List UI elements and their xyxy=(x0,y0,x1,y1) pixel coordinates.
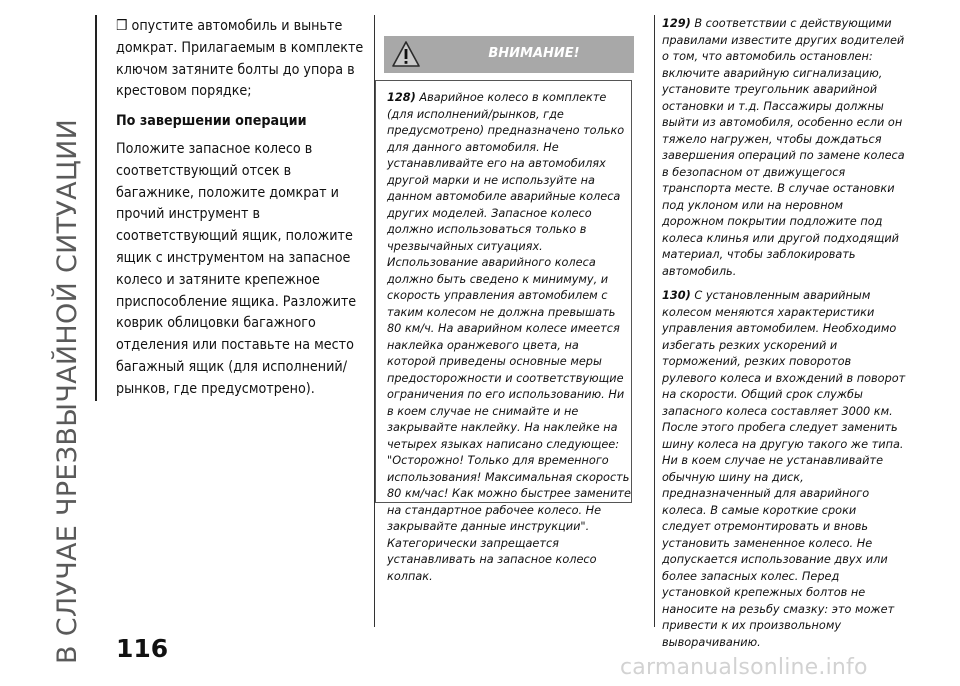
body-paragraph: Положите запасное колесо в соответствующий отсек в багажнике, положите домкрат и прочий инструмент в соответствующий ящик, положите ящик с инструментом на запасное колесо и затяните крепежное приспособление ящика. Разложите коврик облицовки багажного отделения или поставьте на место багажный ящик (для исполнений/ рынков, где предусмотрено). xyxy=(116,140,357,397)
subheading: По завершении операции xyxy=(116,113,307,130)
note-number: 130) xyxy=(662,289,691,302)
note-number: 128) xyxy=(387,91,416,104)
warning-title: ВНИМАНИЕ! xyxy=(488,46,580,61)
note-number: 129) xyxy=(662,17,691,30)
page-number: 116 xyxy=(116,634,169,663)
bullet-marker: ❒ xyxy=(116,18,128,34)
bullet-item xyxy=(116,16,366,103)
note-text: С установленным аварийным колесом меняются характеристики управления автомобилем. Необходимо избегать резких ускорений и торможений, резких поворотов рулевого колеса и вхождений в поворот на скорости. Общий срок службы запасного колеса составляет 3000 км. После этого пробега следует заменить шину колеса на другую такого же типа. Ни в коем случае не устанавливайте обычную шину на диск, предназначенный для аварийного колеса. В самые короткие сроки следует отремонтировать и вновь установить замененное колесо. Не допускается использование двух или более запасных колес. Перед установкой крепежных болтов не наносите на резьбу смазку: это может привести к их произвольному выворачиванию. xyxy=(662,289,906,649)
warning-triangle-icon xyxy=(392,41,420,67)
note-129 xyxy=(662,16,908,280)
note-130 xyxy=(662,288,908,651)
column-divider-2 xyxy=(654,15,655,627)
column-3 xyxy=(662,16,908,651)
note-text: В соответствии с действующими правилами известите других водителей о том, что автомобиль остановлен: включите аварийную сигнализацию, установите треугольник аварийной остановки и т.д. Пассажиры должны выйти из автомобиля, особенно если он тяжело нагружен, чтобы дождаться завершения операций по замене колеса в безопасном от движущегося транспорта месте. В случае остановки под уклоном или на неровном дорожном покрытии подложите под колеса клинья или другой подходящий материал, чтобы заблокировать автомобиль. xyxy=(662,17,905,278)
side-divider xyxy=(95,15,97,401)
note-text: Аварийное колесо в комплекте (для исполнений/рынков, где предусмотрено) предназначено только для данного автомобиля. Не устанавливайте его на автомобилях другой марки и не используйте на данном автомобиле аварийные колеса других моделей. Запасное колесо должно использоваться только в чрезвычайных ситуациях. Использование аварийного колеса должно быть сведено к минимуму, и скорость управления автомобилем с таким колесом не должна превышать 80 км/ч. На аварийном колесе имеется наклейка оранжевого цвета, на которой приведены основные меры предосторожности и соответствующие ограничения по его использованию. Ни в коем случае не снимайте и не закрывайте наклейку. На наклейке на четырех языках написано следующее: "Осторожно! Только для временного использования! Максимальная скорость 80 км/час! Как можно быстрее замените на стандартное рабочее колесо. Не закрывайте данные инструкции". Категорически запрещается устанавливать на запасное колесо колпак. xyxy=(387,91,631,583)
column-1 xyxy=(116,16,366,401)
watermark: carmanualsonline.info xyxy=(620,655,868,680)
warning-banner xyxy=(384,36,634,73)
section-title: В СЛУЧАЕ ЧРЕЗВЫЧАЙНОЙ СИТУАЦИИ xyxy=(52,118,83,664)
bullet-text: опустите автомобиль и выньте домкрат. Прилагаемым в комплекте ключом затяните болты до упора в крестовом порядке; xyxy=(116,18,364,100)
warning-note xyxy=(387,90,631,585)
